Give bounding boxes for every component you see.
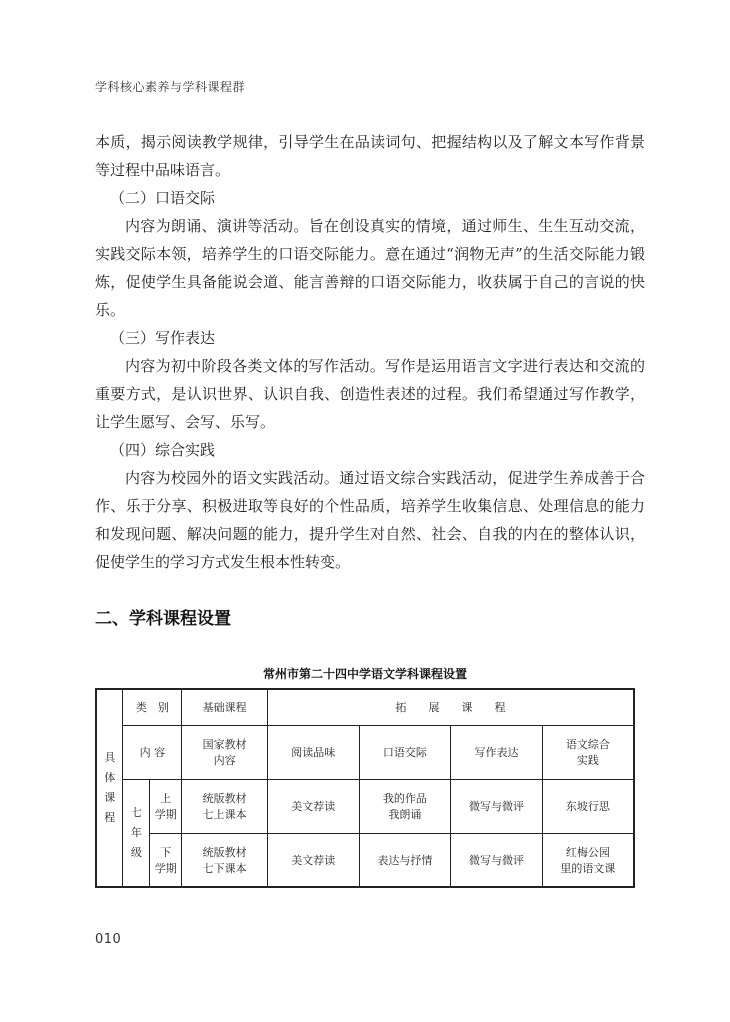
- subheading-oral-communication: （二）口语交际: [110, 189, 216, 207]
- table-cell: 美文荐读: [267, 833, 359, 887]
- basic-course-header: 基础课程: [182, 689, 268, 725]
- grade-label-cell: 七 年 级: [123, 779, 150, 887]
- table-caption: 常州市第二十四中学语文学科课程设置: [262, 667, 467, 681]
- section-title: 二、学科课程设置: [95, 609, 231, 629]
- term-cell-first: 上 学期: [150, 779, 182, 833]
- paragraph-writing: 内容为初中阶段各类文体的写作活动。写作是运用语言文字进行表达和交流的重要方式，是认识世界、认识自我、创造性表述的过程。我们希望通过写作教学，让学生愿写、会写、乐写。: [95, 357, 645, 431]
- category-header: 类 别: [123, 689, 182, 725]
- header-writing: 写作表达: [451, 725, 543, 779]
- running-header: 学科核心素养与学科课程群: [95, 80, 246, 94]
- paragraph-continuation: 本质，揭示阅读教学规律，引导学生在品读词句、把握结构以及了解文本写作背景等过程中品味语言。: [95, 133, 645, 179]
- term-cell-second: 下 学期: [150, 833, 182, 887]
- paragraph-oral-communication: 内容为朗诵、演讲等活动。旨在创设真实的情境，通过师生、生生互动交流，实践交际本领，培养学生的口语交际能力。意在通过“润物无声”的生活交际能力锻炼，促使学生具备能说会道、能言善辩的口语交际能力，收获属于自己的言说的快乐。: [95, 217, 645, 319]
- page-number: 010: [95, 932, 122, 947]
- header-practice: 语文综合 实践: [542, 725, 634, 779]
- header-national-textbook: 国家教材 内容: [182, 725, 268, 779]
- header-oral: 口语交际: [359, 725, 451, 779]
- table-cell: 美文荐读: [267, 779, 359, 833]
- table-header-row-2: [96, 725, 634, 779]
- header-reading: 阅读品味: [267, 725, 359, 779]
- table-row: [96, 779, 634, 833]
- table-cell: 我的作品 我朗诵: [359, 779, 451, 833]
- extension-course-header: 拓 展 课 程: [267, 689, 634, 725]
- table-cell: 表达与抒情: [359, 833, 451, 887]
- table-cell: 统版教材 七上课本: [182, 779, 268, 833]
- table-row: [96, 833, 634, 887]
- table-cell: 红梅公园 里的语文课: [542, 833, 634, 887]
- subheading-practice: （四）综合实践: [110, 441, 216, 459]
- table-cell: 统版教材 七下课本: [182, 833, 268, 887]
- table-cell: 微写与微评: [451, 833, 543, 887]
- content-header: 内 容: [123, 725, 182, 779]
- table-cell: 东坡行思: [542, 779, 634, 833]
- table-header-row-1: [96, 689, 634, 725]
- table-cell: 微写与微评: [451, 779, 543, 833]
- body-text: [95, 128, 645, 576]
- subheading-writing: （三）写作表达: [110, 329, 216, 347]
- paragraph-practice: 内容为校园外的语文实践活动。通过语文综合实践活动，促进学生养成善于合作、乐于分享、积极进取等良好的个性品质，培养学生收集信息、处理信息的能力和发现问题、解决问题的能力，提升学生对自然、社会、自我的内在的整体认识，促使学生的学习方式发生根本性转变。: [95, 469, 645, 571]
- course-table: [95, 688, 635, 888]
- side-label-cell: 具 体 课 程: [96, 689, 123, 887]
